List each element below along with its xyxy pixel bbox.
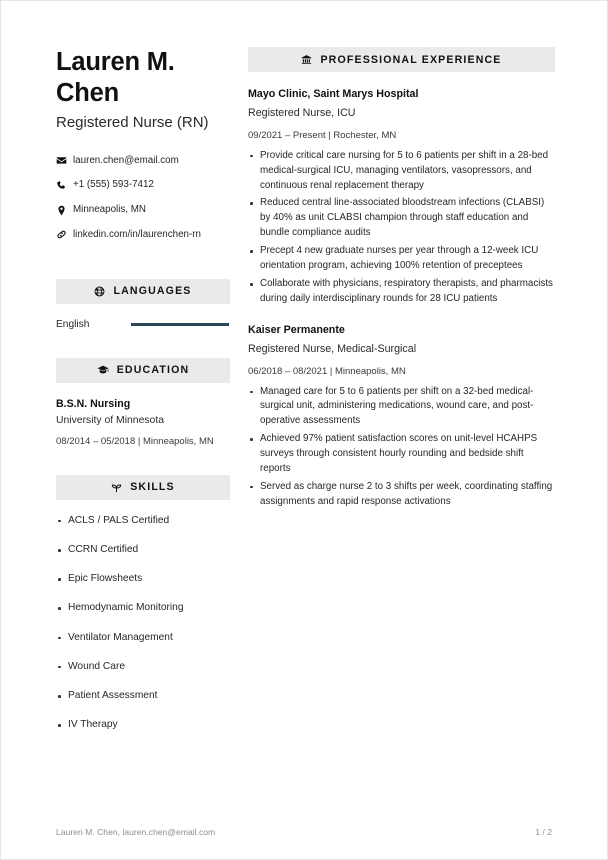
link-icon <box>56 229 73 240</box>
section-header-skills <box>56 475 230 500</box>
section-title: SKILLS <box>130 481 175 494</box>
contact-value: +1 (555) 593-7412 <box>73 179 154 191</box>
job-bullet: Reduced central line-associated bloodstream infections (CLABSI) by 40% as unit CLABSI champion through staff education and bundle compliance audits <box>248 196 554 241</box>
education-entry <box>56 398 229 447</box>
globe-icon <box>94 286 105 297</box>
institution-icon <box>301 54 312 65</box>
section-languages <box>56 279 229 330</box>
skill-item: CCRN Certified <box>56 544 229 556</box>
contact-item-linkedin[interactable] <box>56 229 229 241</box>
skill-item: Wound Care <box>56 661 229 673</box>
skill-item: Epic Flowsheets <box>56 573 229 585</box>
experience-entry <box>248 88 554 307</box>
job-bullet-list <box>248 385 554 510</box>
resume-body <box>1 1 608 801</box>
skill-item: ACLS / PALS Certified <box>56 515 229 527</box>
section-header-experience <box>248 47 555 72</box>
skill-item: Hemodynamic Monitoring <box>56 602 229 614</box>
experience-entry <box>248 324 554 510</box>
page-footer <box>56 827 552 837</box>
footer-page-number: 1 / 2 <box>535 827 552 837</box>
job-company: Kaiser Permanente <box>248 323 345 336</box>
job-bullet: Managed care for 5 to 6 patients per shift on a 32-bed medical-surgical unit, administering medications, wound care, and post-operative assessments <box>248 385 554 430</box>
main-column <box>237 1 608 801</box>
contact-list <box>56 155 229 241</box>
job-meta: 09/2021 – Present | Rochester, MN <box>248 129 397 141</box>
skills-list <box>56 515 229 732</box>
section-title: LANGUAGES <box>113 285 192 298</box>
phone-icon <box>56 180 73 191</box>
envelope-icon <box>56 155 73 166</box>
language-name: English <box>56 318 90 330</box>
section-header-languages <box>56 279 230 304</box>
job-bullet: Provide critical care nursing for 5 to 6 patients per shift in a 28-bed medical-surgical ICU, managing ventilators, vasopressors, and continuous renal replacement therapy <box>248 149 554 194</box>
job-bullet: Collaborate with physicians, respiratory therapists, and pharmacists during daily interdisciplinary rounds for 28 ICU patients <box>248 277 554 307</box>
experience-list <box>248 88 554 510</box>
sidebar-column <box>1 1 237 801</box>
education-school: University of Minnesota <box>56 414 164 426</box>
contact-value: lauren.chen@email.com <box>73 154 179 166</box>
language-level-fill <box>131 323 229 326</box>
skill-item: Ventilator Management <box>56 632 229 644</box>
sprout-icon <box>111 482 122 493</box>
contact-item-phone[interactable] <box>56 179 229 191</box>
candidate-name: Lauren M. Chen <box>56 48 175 108</box>
education-meta: 08/2014 – 05/2018 | Minneapolis, MN <box>56 435 214 447</box>
job-company: Mayo Clinic, Saint Marys Hospital <box>248 88 419 100</box>
job-role: Registered Nurse, ICU <box>248 106 356 119</box>
section-title: PROFESSIONAL EXPERIENCE <box>320 53 502 66</box>
candidate-headline: Registered Nurse (RN) <box>56 114 209 132</box>
footer-left-text: Lauren M. Chen, lauren.chen@email.com <box>56 827 216 837</box>
job-bullet: Achieved 97% patient satisfaction scores on unit-level HCAHPS surveys through consistent hourly rounding and bedside shift reports <box>248 432 554 477</box>
section-education <box>56 358 229 447</box>
job-role: Registered Nurse, Medical-Surgical <box>248 342 417 355</box>
graduation-cap-icon <box>97 364 109 376</box>
language-row <box>56 319 229 330</box>
section-title: EDUCATION <box>116 364 190 377</box>
job-bullet: Precept 4 new graduate nurses per year through a 12-week ICU orientation program, achieving 100% retention of preceptees <box>248 244 554 274</box>
job-bullet-list <box>248 149 554 307</box>
location-pin-icon <box>56 205 73 216</box>
job-bullet: Served as charge nurse 2 to 3 shifts per week, coordinating staffing assignments and rapid response activations <box>248 480 554 510</box>
section-skills <box>56 475 229 732</box>
contact-value: Minneapolis, MN <box>73 204 146 216</box>
contact-item-email[interactable] <box>56 155 229 167</box>
skill-item: Patient Assessment <box>56 690 229 702</box>
contact-value: linkedin.com/in/laurenchen-rn <box>73 228 201 240</box>
language-level-bar <box>131 323 229 326</box>
section-header-education <box>56 358 230 383</box>
job-meta: 06/2018 – 08/2021 | Minneapolis, MN <box>248 365 406 377</box>
education-degree: B.S.N. Nursing <box>56 397 131 410</box>
contact-item-location[interactable] <box>56 204 229 216</box>
skill-item: IV Therapy <box>56 719 229 731</box>
